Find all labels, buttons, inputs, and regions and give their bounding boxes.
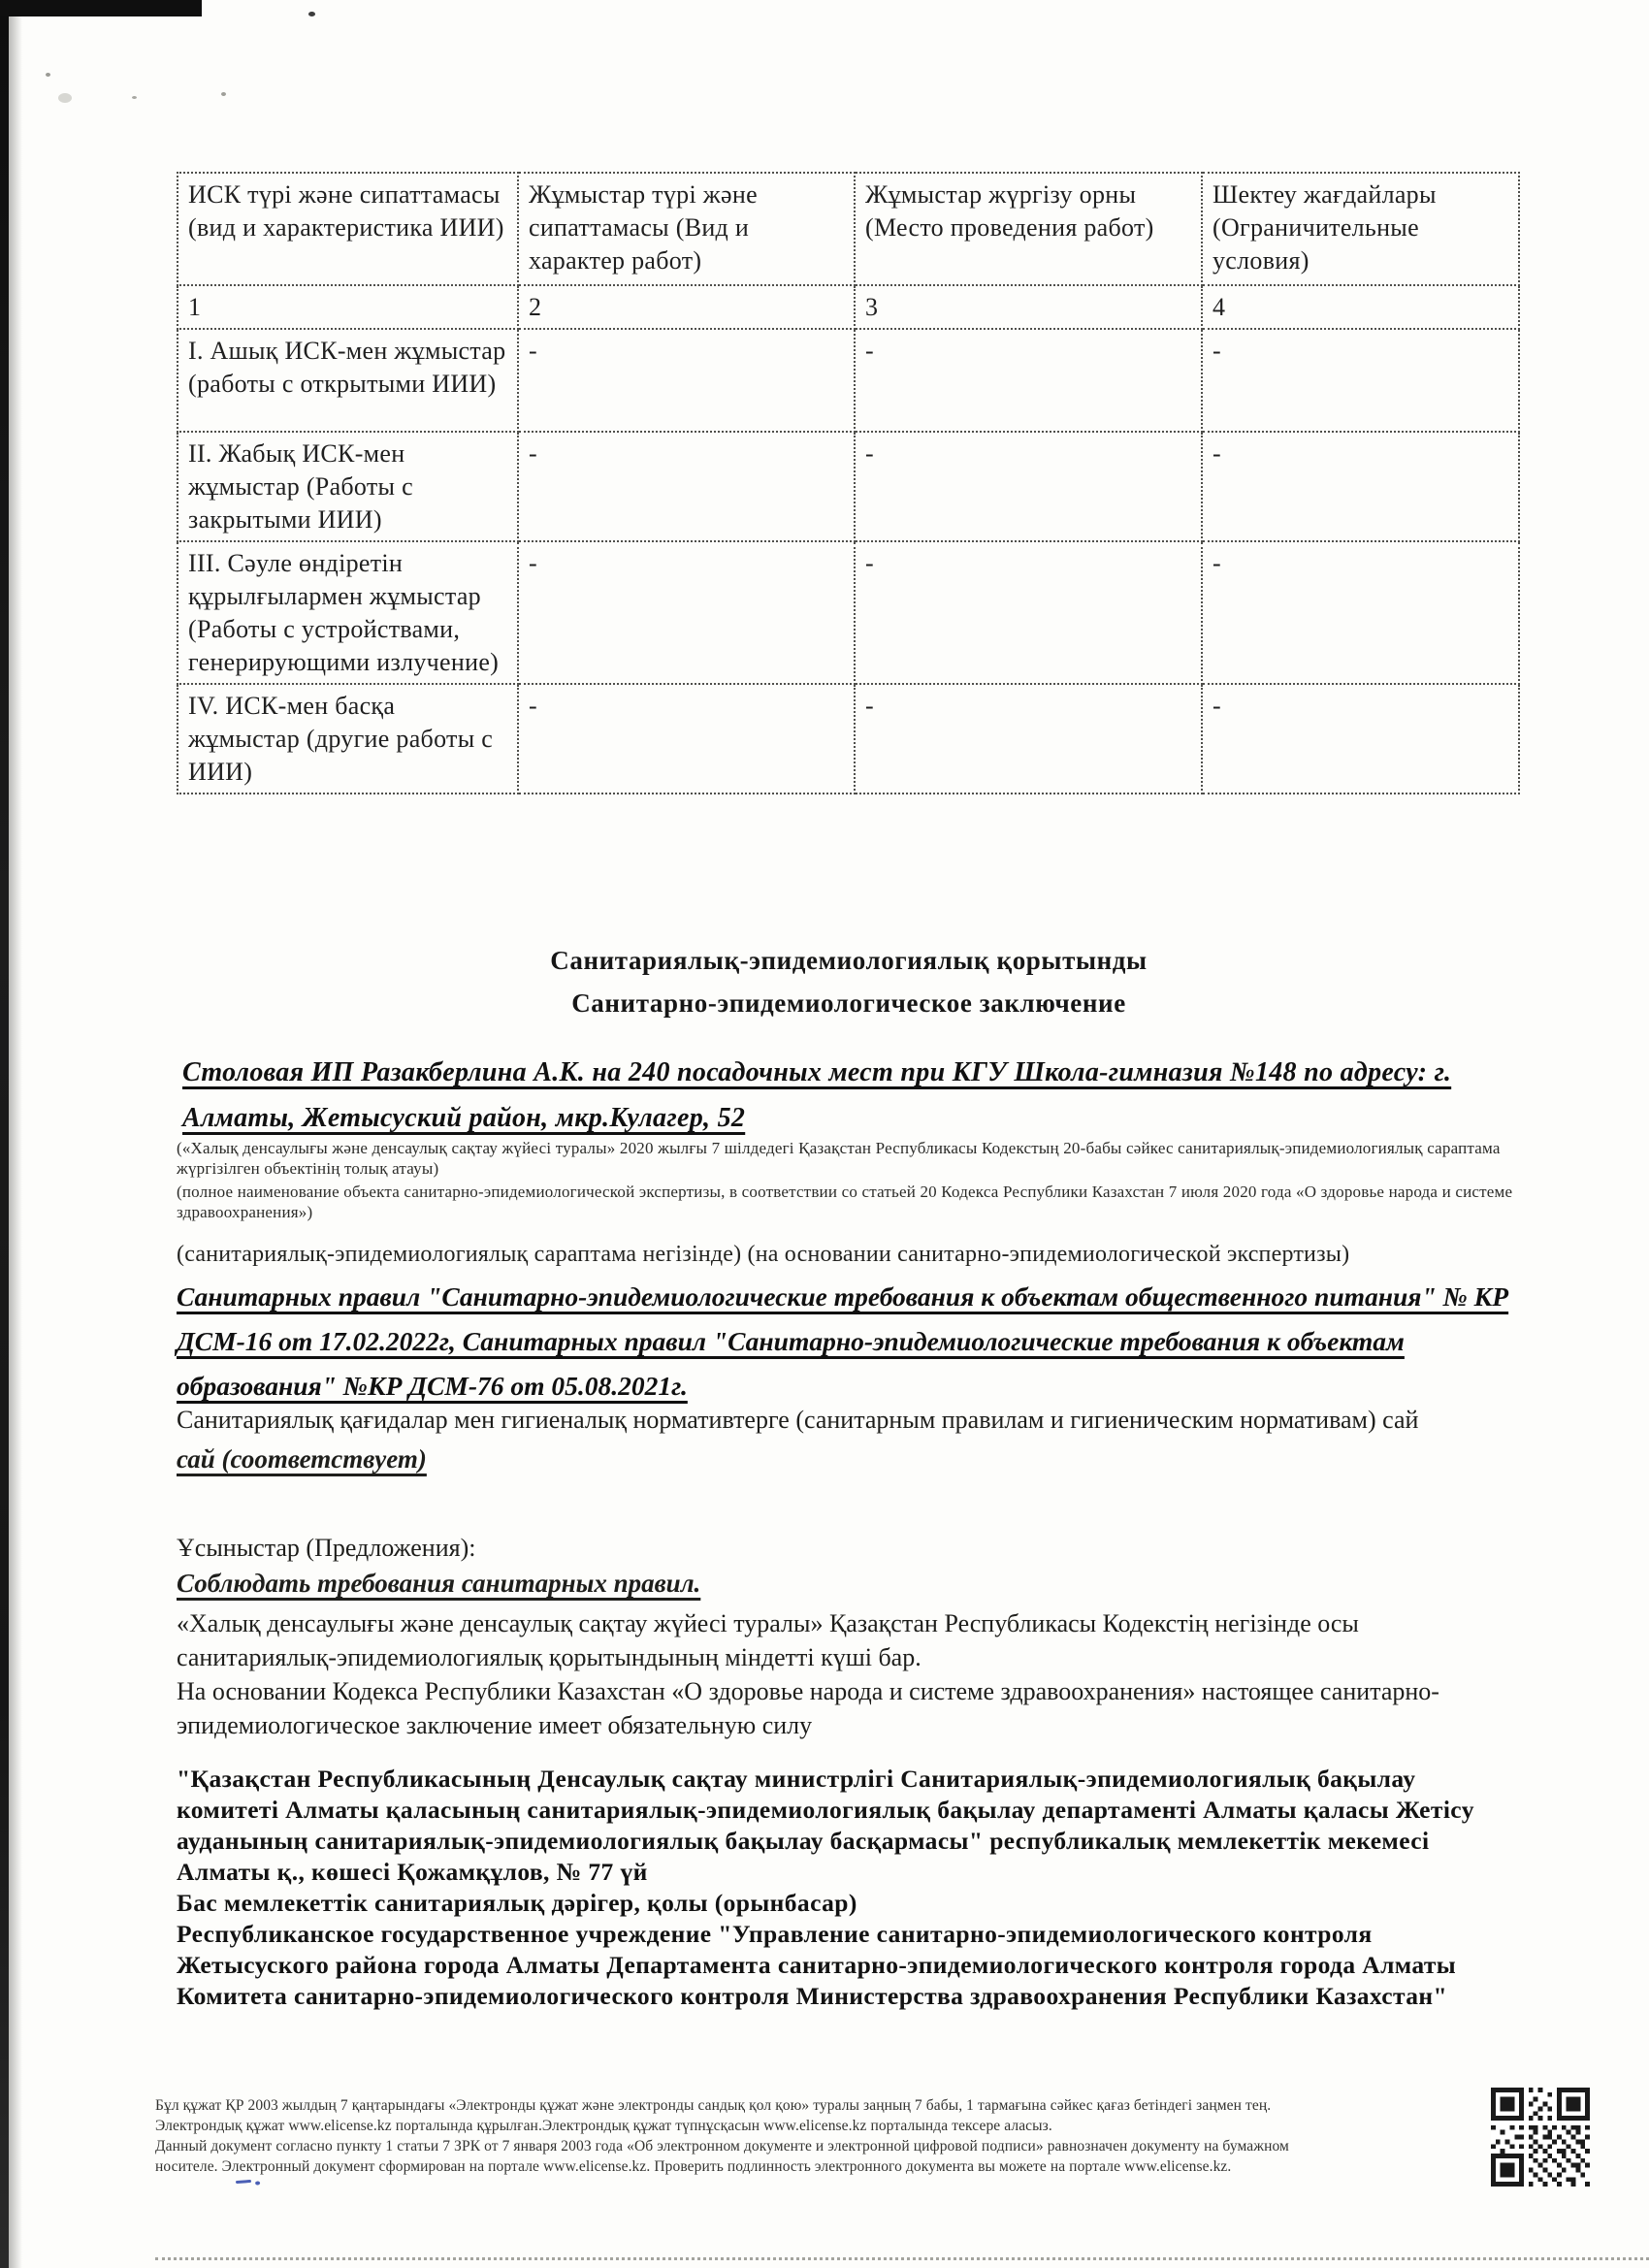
expertise-basis-line: (санитариялық-эпидемиологиялық сараптама негізінде) (на основании санитарно-эпидемиологической экспертизы) [177,1242,1350,1267]
issuer-section [177,1764,1521,2012]
qr-code [1491,2088,1590,2187]
table-cell: - [855,541,1202,684]
document-title-block [177,939,1521,1024]
conformity-verdict: сай (соответствует) [177,1444,427,1474]
object-notes [177,1138,1521,1225]
table-row [178,432,1519,541]
proposals-section [177,1531,1521,1742]
issuer-name-ru: Республиканское государственное учреждение "Управление санитарно-эпидемиологического контроля Жетысуского района города Алматы Департамента санитарно-эпидемиологического контроля города Алматы Комитета санитарно-эпидемиологического контроля Министерства здравоохранения Республики Казахстан" [177,1920,1457,2010]
issuer-name-kk: "Қазақстан Республикасының Денсаулық сақтау министрлігі Санитариялық-эпидемиологиялық бақылау комитеті Алматы қаласының санитариялық-эпидемиологиялық бақылау департаменті Алматы қаласы Жетісу ауданының санитариялық-эпидемиологиялық бақылау басқармасы" республикалық мемлекеттік мекемесі [177,1765,1474,1855]
proposals-label: Ұсыныстар (Предложения): [177,1534,476,1562]
object-note-ru: (полное наименование объекта санитарно-эпидемиологической экспертизы, в соответствии со статьей 20 Кодекса Республики Казахстан 7 июля 2020 года «О здоровье народа и системе здравоохранения») [177,1183,1513,1221]
object-note-kk: («Халық денсаулығы және денсаулық сақтау жүйесі туралы» 2020 жылғы 7 шілдедегі Қазақстан Республикасы Кодекстың 20-бабы сәйкес санитариялық-эпидемиологиялық сараптама жүргізілген объектінің толық атауы) [177,1139,1501,1178]
table-row [178,329,1519,432]
scan-edge-top [0,0,202,16]
pen-mark [236,2175,266,2188]
table-cell: I. Ашық ИСК-мен жұмыстар (работы с открытыми ИИИ) [178,329,518,432]
table-cell: - [1202,541,1519,684]
footer-legal-text [155,2095,1489,2177]
scan-edge-left [0,0,9,2268]
table-cell: - [518,684,855,794]
footer-line: Бұл құжат ҚР 2003 жылдың 7 қаңтарындағы «Электронды құжат және электронды сандық қол қою» туралы заңның 7 бабы, 1 тармағына сәйкес қағаз бетіндегі заңмен тең. [155,2097,1272,2114]
table-cell: - [1202,329,1519,432]
scan-speck [58,93,72,103]
table-header-cell: Жұмыстар түрі және сипаттамасы (Вид и характер работ) [518,173,855,285]
table-cell: - [518,432,855,541]
table-header-cell: ИСК түрі және сипаттамасы (вид и характеристика ИИИ) [178,173,518,285]
doc-title-ru: Санитарно-эпидемиологическое заключение [571,988,1126,1018]
table-cell: II. Жабық ИСК-мен жұмыстар (Работы с закрытыми ИИИ) [178,432,518,541]
legal-force-kk: «Халық денсаулығы және денсаулық сақтау жүйесі туралы» Қазақстан Республикасы Кодекстің негізінде осы санитариялық-эпидемиологиялық қорытындының міндетті күші бар. [177,1609,1359,1671]
pen-mark-dot [255,2181,260,2185]
scan-speck [308,12,315,16]
table-row [178,541,1519,684]
table-cell: - [1202,684,1519,794]
table-number-cell: 1 [178,285,518,329]
doc-title-kk: Санитариялық-эпидемиологиялық қорытынды [550,946,1148,975]
scan-bottom-line [155,2257,1649,2260]
table-row [178,684,1519,794]
table-cell: - [518,541,855,684]
sanitary-rules-reference: Санитарных правил "Санитарно-эпидемиологические требования к объектам общественного питания" № КР ДСМ-16 от 17.02.2022г, Санитарных правил "Санитарно-эпидемиологические требования к объектам образования" №КР ДСМ-76 от 05.08.2021г. [177,1281,1509,1401]
table-numbering-row [178,285,1519,329]
issuer-address: Алматы қ., көшесі Қожамқұлов, № 77 үй [177,1858,648,1886]
scan-speck [46,73,50,77]
conformity-statement: Санитариялық қағидалар мен гигиеналық нормативтерге (санитарным правилам и гигиеническим нормативам) сай [177,1406,1419,1434]
footer-line: Данный документ согласно пункту 1 статьи 7 ЗРК от 7 января 2003 года «Об электронном документе и электронной цифровой подписи» равнозначен документу на бумажном [155,2138,1289,2155]
radiation-works-table [177,172,1520,794]
scan-edge-left-shadow [9,0,22,2268]
object-name: Столовая ИП Разакберлина А.К. на 240 посадочных мест при КГУ Школа-гимназия №148 по адресу: г. Алматы, Жетысуский район, мкр.Кулагер, 52 [182,1057,1452,1133]
issuer-signer: Бас мемлекеттік санитариялық дәрігер, қолы (орынбасар) [177,1889,857,1917]
table-cell: - [855,684,1202,794]
scan-speck [221,92,226,96]
conformity-section [177,1401,1521,1478]
table-header-cell: Шектеу жағдайлары (Ограничительные условия) [1202,173,1519,285]
table-number-cell: 3 [855,285,1202,329]
legal-force-ru: На основании Кодекса Республики Казахстан «О здоровье народа и системе здравоохранения» настоящее санитарно-эпидемиологическое заключение имеет обязательную силу [177,1677,1439,1739]
table-cell: - [855,329,1202,432]
table-cell: - [518,329,855,432]
proposals-instruction: Соблюдать требования санитарных правил. [177,1569,701,1598]
table-number-cell: 2 [518,285,855,329]
table-cell: - [1202,432,1519,541]
pen-mark-stroke [236,2180,251,2184]
scan-speck [132,96,137,99]
table-cell: IV. ИСК-мен басқа жұмыстар (другие работы с ИИИ) [178,684,518,794]
footer-line: Электрондық құжат www.elicense.kz порталында құрылған.Электрондық құжат түпнұсқасын www.elicense.kz порталында тексере аласыз. [155,2118,1052,2134]
table-header-cell: Жұмыстар жүргізу орны (Место проведения работ) [855,173,1202,285]
table-cell: III. Сәуле өндіретін құрылғылармен жұмыстар (Работы с устройствами, генерирующими излучение) [178,541,518,684]
footer-line: носителе. Электронный документ сформирован на портале www.elicense.kz. Проверить подлинность электронного документа вы можете на портале www.elicense.kz. [155,2158,1232,2175]
table-cell: - [855,432,1202,541]
table-number-cell: 4 [1202,285,1519,329]
table-header-row [178,173,1519,285]
